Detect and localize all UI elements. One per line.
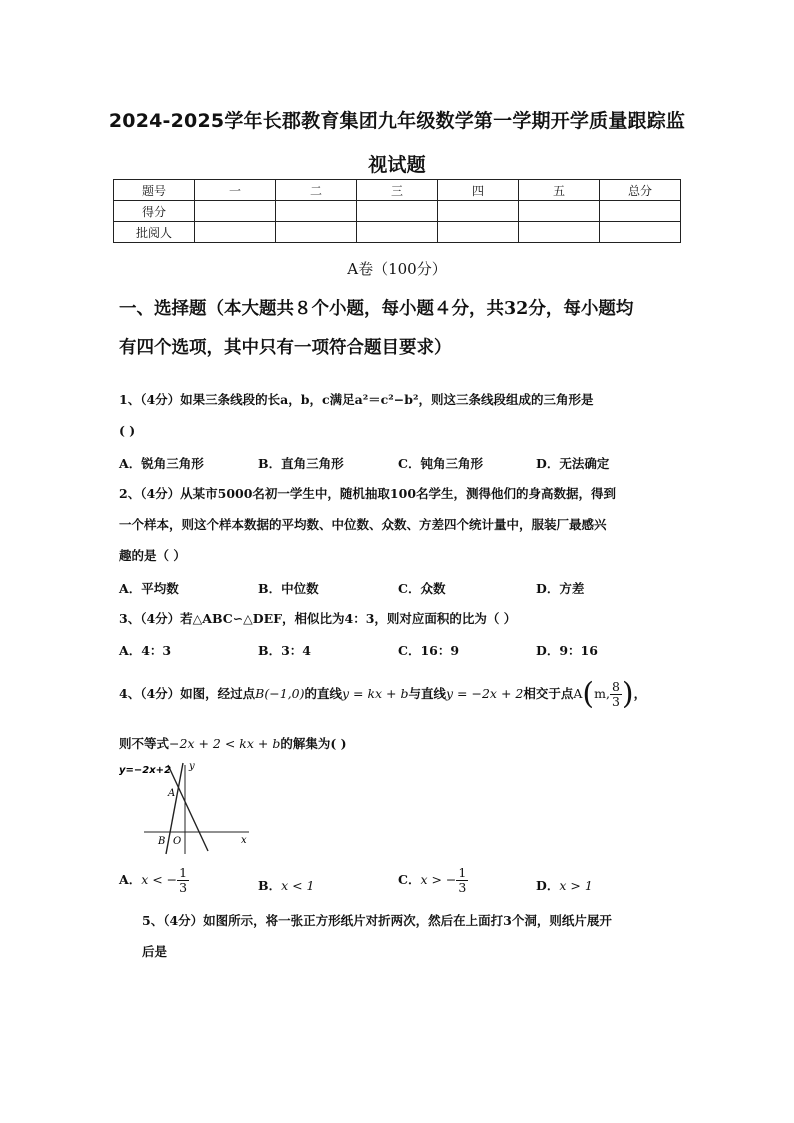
q4-graph [117,760,252,856]
section-a-heading: A卷（100分） [347,260,447,278]
grader-cell [195,222,276,243]
q4-opt-a-num: 1 [179,865,188,880]
q4-opt-c-num: 1 [458,865,467,880]
q4-option-a [119,866,189,895]
q4-opt-a-frac [177,866,189,895]
q3-option-b: B．3：4 [258,643,311,658]
q2-option-c: C．众数 [398,581,446,596]
graph-label-y: y [189,761,195,772]
q4-opt-a-den: 3 [179,880,188,895]
q1-paren: ( ) [119,423,136,438]
q5-line2: 后是 [142,944,168,959]
q4-point-a-m: m, [594,686,610,701]
score-row [114,201,681,222]
q4-inequality: −2x + 2 < kx + b [169,736,281,751]
q4-opt-a-label: A． [119,872,142,887]
header-cell: 二 [276,180,357,201]
q4-opt-c-label: C． [398,872,421,887]
score-table [113,179,681,243]
q1-option-d: D．无法确定 [536,456,610,471]
header-cell: 总分 [600,180,681,201]
score-cell [438,201,519,222]
q1-option-a: A．锐角三角形 [119,456,204,471]
q5-line1: 5、（4分）如图所示，将一张正方形纸片对折两次，然后在上面打3个洞，则纸片展开 [142,913,612,928]
header-cell: 五 [519,180,600,201]
graph-label-x: x [241,835,247,846]
grader-row [114,222,681,243]
q4-opt-b-label: B． [258,878,282,893]
grader-cell [357,222,438,243]
q4-option-b [258,876,315,894]
q1-option-b: B．直角三角形 [258,456,344,471]
score-cell [357,201,438,222]
graph-label-a: A [168,788,176,799]
q4-opt-a-ineq: x < − [141,872,178,887]
q1-text: 1、（4分）如果三条线段的长a，b，c满足a²＝c²−b²，则这三条线段组成的三角形是 [119,392,594,407]
graph-label-line: y=−2x+2 [119,765,172,776]
grader-cell [600,222,681,243]
score-table-header-row [114,180,681,201]
q3-option-d: D．9：16 [536,643,598,658]
grader-cell [276,222,357,243]
q2-option-d: D．方差 [536,581,585,596]
graph-label-b: B [158,836,166,847]
q4-line2-pre: 则不等式 [119,736,170,751]
grader-cell [438,222,519,243]
q2-option-b: B．中位数 [258,581,319,596]
row-label: 批阅人 [114,222,195,243]
score-cell [600,201,681,222]
q4-point-a-letter: A [573,686,583,701]
section1-line2: 有四个选项，其中只有一项符合题目要求） [119,338,452,358]
q4-line1 [119,676,647,712]
q4-opt-c-ineq: x > − [420,872,457,887]
q4-option-d [536,876,593,894]
header-cell: 一 [195,180,276,201]
q4-text-3: 与直线 [408,686,447,701]
q4-point-b: B(−1,0) [255,686,305,701]
graph-label-o: O [173,836,182,847]
q4-option-c [398,866,468,895]
header-cell: 三 [357,180,438,201]
q3-option-a: A．4：3 [119,643,172,658]
score-cell [276,201,357,222]
q4-fraction [610,680,622,709]
left-paren-icon: ( [582,676,595,712]
q2-option-a: A．平均数 [119,581,179,596]
q2-line3: 趣的是（ ） [119,548,186,563]
q4-line2-post: 的解集为( ) [280,736,347,751]
q4-opt-d-ineq: x > 1 [559,878,593,893]
q4-comma: ， [633,686,647,701]
q4-opt-c-den: 3 [458,880,467,895]
q1-option-c: C．钝角三角形 [398,456,483,471]
section1-heading [119,290,689,368]
q4-eq2: y = −2x + 2 [446,686,524,701]
q3-option-c: C．16：9 [398,643,460,658]
q4-frac-num: 8 [611,679,620,694]
q4-opt-b-ineq: x < 1 [281,878,315,893]
score-cell [519,201,600,222]
right-paren-icon: ) [621,676,634,712]
q4-text-1: 4、（4分）如图，经过点 [119,686,256,701]
grader-cell [519,222,600,243]
q2-line2: 一个样本，则这个样本数据的平均数、中位数、众数、方差四个统计量中，服装厂最感兴 [119,517,607,532]
section1-line1: 一、选择题（本大题共８个小题，每小题４分，共32分，每小题均 [119,299,634,319]
row-label: 得分 [114,201,195,222]
q4-frac-den: 3 [611,694,620,709]
q4-text-2: 的直线 [304,686,342,701]
q4-eq1: y = kx + b [341,686,409,701]
header-cell: 四 [438,180,519,201]
q3-line1: 3、（4分）若△ABC∽△DEF，相似比为4：3，则对应面积的比为（ ） [119,611,517,626]
page-title: 2024-2025学年长郡教育集团九年级数学第一学期开学质量跟踪监 [108,110,686,132]
q2-line1: 2、（4分）从某市5000名初一学生中，随机抽取100名学生，测得他们的身高数据，得到 [119,486,617,501]
header-cell: 题号 [114,180,195,201]
score-cell [195,201,276,222]
page-title-line2: 视试题 [368,154,426,176]
q4-opt-c-frac [456,866,468,895]
q4-text-4: 相交于点 [523,686,574,701]
q4-line2 [119,728,347,759]
q4-opt-d-label: D． [536,878,560,893]
